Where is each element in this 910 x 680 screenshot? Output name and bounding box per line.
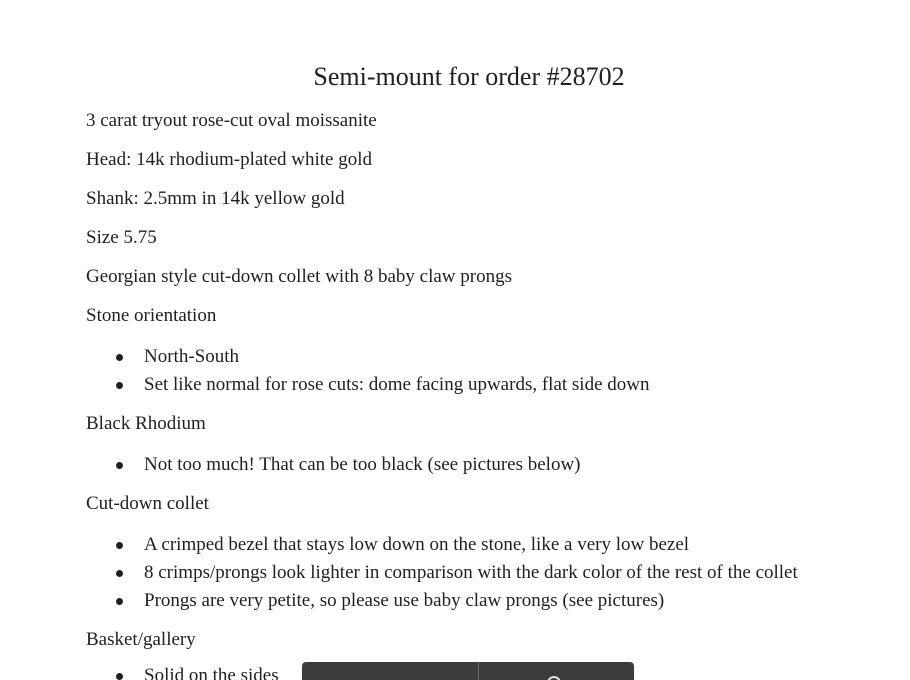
- list-item-text: Solid on the sides: [144, 665, 279, 680]
- section-heading-black-rhodium: Black Rhodium: [86, 413, 206, 434]
- bullet-icon: [116, 462, 123, 469]
- list-item: [86, 371, 650, 399]
- list-item: [86, 662, 279, 680]
- list-item-text: Set like normal for rose cuts: dome facing upwards, flat side down: [144, 374, 650, 395]
- bullet-list-black-rhodium: [86, 451, 581, 479]
- list-item-text: Prongs are very petite, so please use baby claw prongs (see pictures): [144, 590, 665, 611]
- list-item-text: Not too much! That can be too black (see pictures below): [144, 454, 581, 475]
- list-item: [86, 451, 581, 479]
- bullet-icon: [116, 570, 123, 577]
- bullet-icon: [116, 542, 123, 549]
- bullet-icon: [116, 673, 123, 680]
- page-indicator-button[interactable]: [302, 662, 479, 680]
- bullet-list-cut-down-collet: [86, 531, 798, 615]
- bullet-icon: [116, 354, 123, 361]
- list-item-text: North-South: [144, 346, 239, 367]
- bullet-list-basket-gallery: [86, 662, 279, 680]
- zoom-icon: [547, 676, 561, 680]
- floating-page-toolbar: [302, 662, 634, 680]
- document-title: Semi-mount for order #28702: [313, 62, 625, 91]
- shank-line: Shank: 2.5mm in 14k yellow gold: [86, 188, 345, 209]
- head-line: Head: 14k rhodium-plated white gold: [86, 149, 372, 170]
- zoom-button[interactable]: [479, 662, 634, 680]
- list-item: [86, 587, 798, 615]
- section-heading-cut-down-collet: Cut-down collet: [86, 493, 209, 514]
- bullet-icon: [116, 382, 123, 389]
- list-item: [86, 343, 650, 371]
- list-item-text: A crimped bezel that stays low down on the stone, like a very low bezel: [144, 534, 690, 555]
- style-line: Georgian style cut-down collet with 8 baby claw prongs: [86, 266, 512, 287]
- stone-line: 3 carat tryout rose-cut oval moissanite: [86, 110, 377, 131]
- list-item-text: 8 crimps/prongs look lighter in comparison with the dark color of the rest of the collet: [144, 562, 798, 583]
- bullet-icon: [116, 598, 123, 605]
- size-line: Size 5.75: [86, 227, 157, 248]
- list-item: [86, 531, 798, 559]
- section-heading-basket-gallery: Basket/gallery: [86, 629, 196, 650]
- list-item: [86, 559, 798, 587]
- bullet-list-stone-orientation: [86, 343, 650, 399]
- section-heading-stone-orientation: Stone orientation: [86, 305, 217, 326]
